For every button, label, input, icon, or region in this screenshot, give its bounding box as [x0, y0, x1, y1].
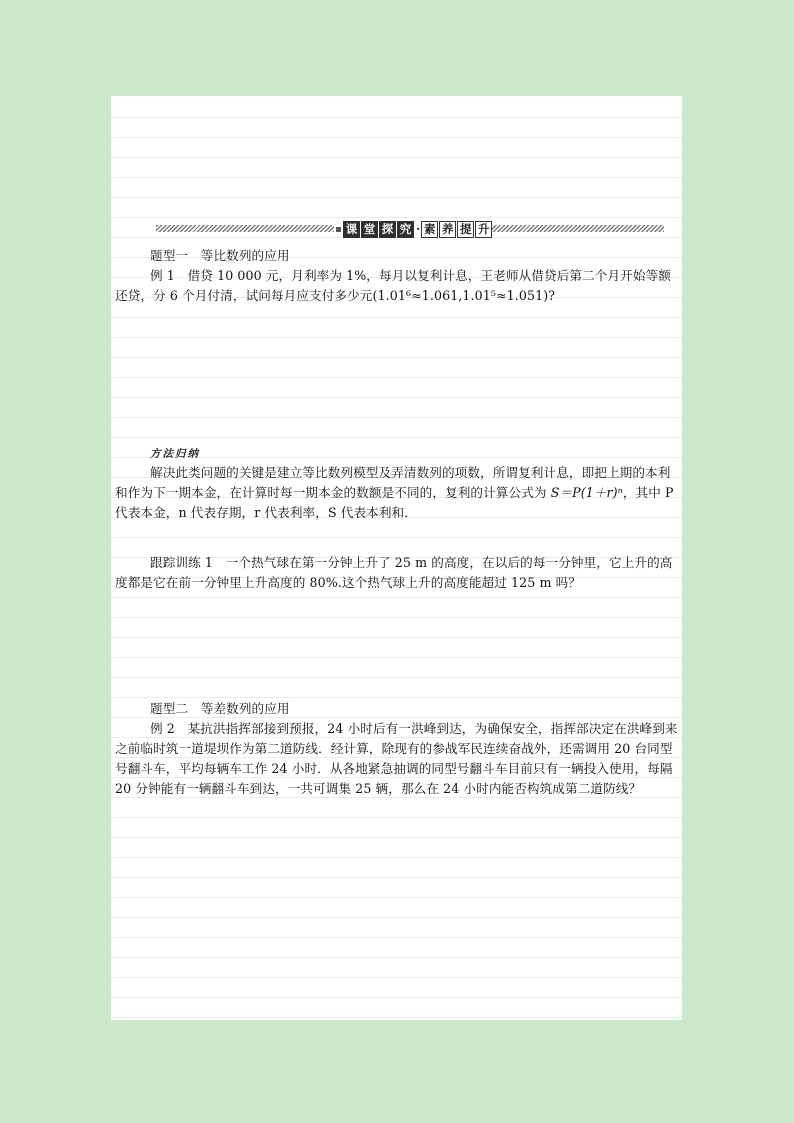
banner-title [336, 220, 493, 238]
banner-part2 [421, 221, 493, 238]
method-summary-text [115, 463, 681, 523]
compound-interest-formula: S＝P(1＋r)ⁿ [550, 485, 623, 500]
banner-char: 提 [457, 221, 474, 238]
method-text-part1: 解决此类问题的关键是建立等比数列模型及弄清数列的项数，所谓复利计息，即把上期的本利和作为下一期本金，在计算时每一期本金的数额是不同的，复利的计算公式为 [115, 465, 671, 500]
method-summary-title: 方法归纳 [150, 448, 200, 460]
banner-hatch-left [156, 225, 334, 232]
banner-hatch-right [492, 225, 664, 232]
banner-separator: · [416, 221, 421, 236]
banner-char: 究 [397, 221, 414, 238]
method-text-part2: ，其中 P 代表本金，n 代表存期，r 代表利率，S 代表本利和． [115, 485, 674, 520]
document-page [111, 96, 682, 1020]
example1-text: 例 1 借贷 10 000 元，月利率为 1%，每月以复利计息，王老师从借贷后第二个月开始等额还贷，分 6 个月付清，试问每月应支付多少元(1.01⁶≈1.061,1.01⁵≈1.051)? [115, 268, 671, 303]
banner-char: 堂 [361, 221, 378, 238]
practice1-text: 跟踪训练 1 一个热气球在第一分钟上升了 25 m 的高度，在以后的每一分钟里，它上升的高度都是它在前一分钟里上升高度的 80%.这个热气球上升的高度能超过 125 m 吗？ [115, 555, 673, 590]
banner-square-icon [336, 227, 341, 232]
banner-char: 课 [343, 221, 360, 238]
section-banner [156, 219, 664, 239]
type1-heading: 题型一 等比数列的应用 [150, 248, 290, 263]
banner-char: 养 [439, 221, 456, 238]
banner-char: 素 [421, 221, 438, 238]
banner-char: 探 [379, 221, 396, 238]
banner-char: 升 [475, 221, 492, 238]
example2-text: 例 2 某抗洪指挥部接到预报，24 小时后有一洪峰到达，为确保安全，指挥部决定在洪峰到来之前临时筑一道堤坝作为第二道防线．经计算，除现有的参战军民连续奋战外，还需调用 20 台同型号翻斗车，平均每辆车工作 24 小时．从各地紧急抽调的同型号翻斗车目前只有一辆投入使用，每隔 20 分钟能有一辆翻斗车到达，一共可调集 25 辆，那么在 24 小时内能否构筑成第二道防线？ [115, 721, 678, 796]
banner-part1 [343, 221, 415, 238]
type2-heading: 题型二 等差数列的应用 [150, 701, 290, 716]
